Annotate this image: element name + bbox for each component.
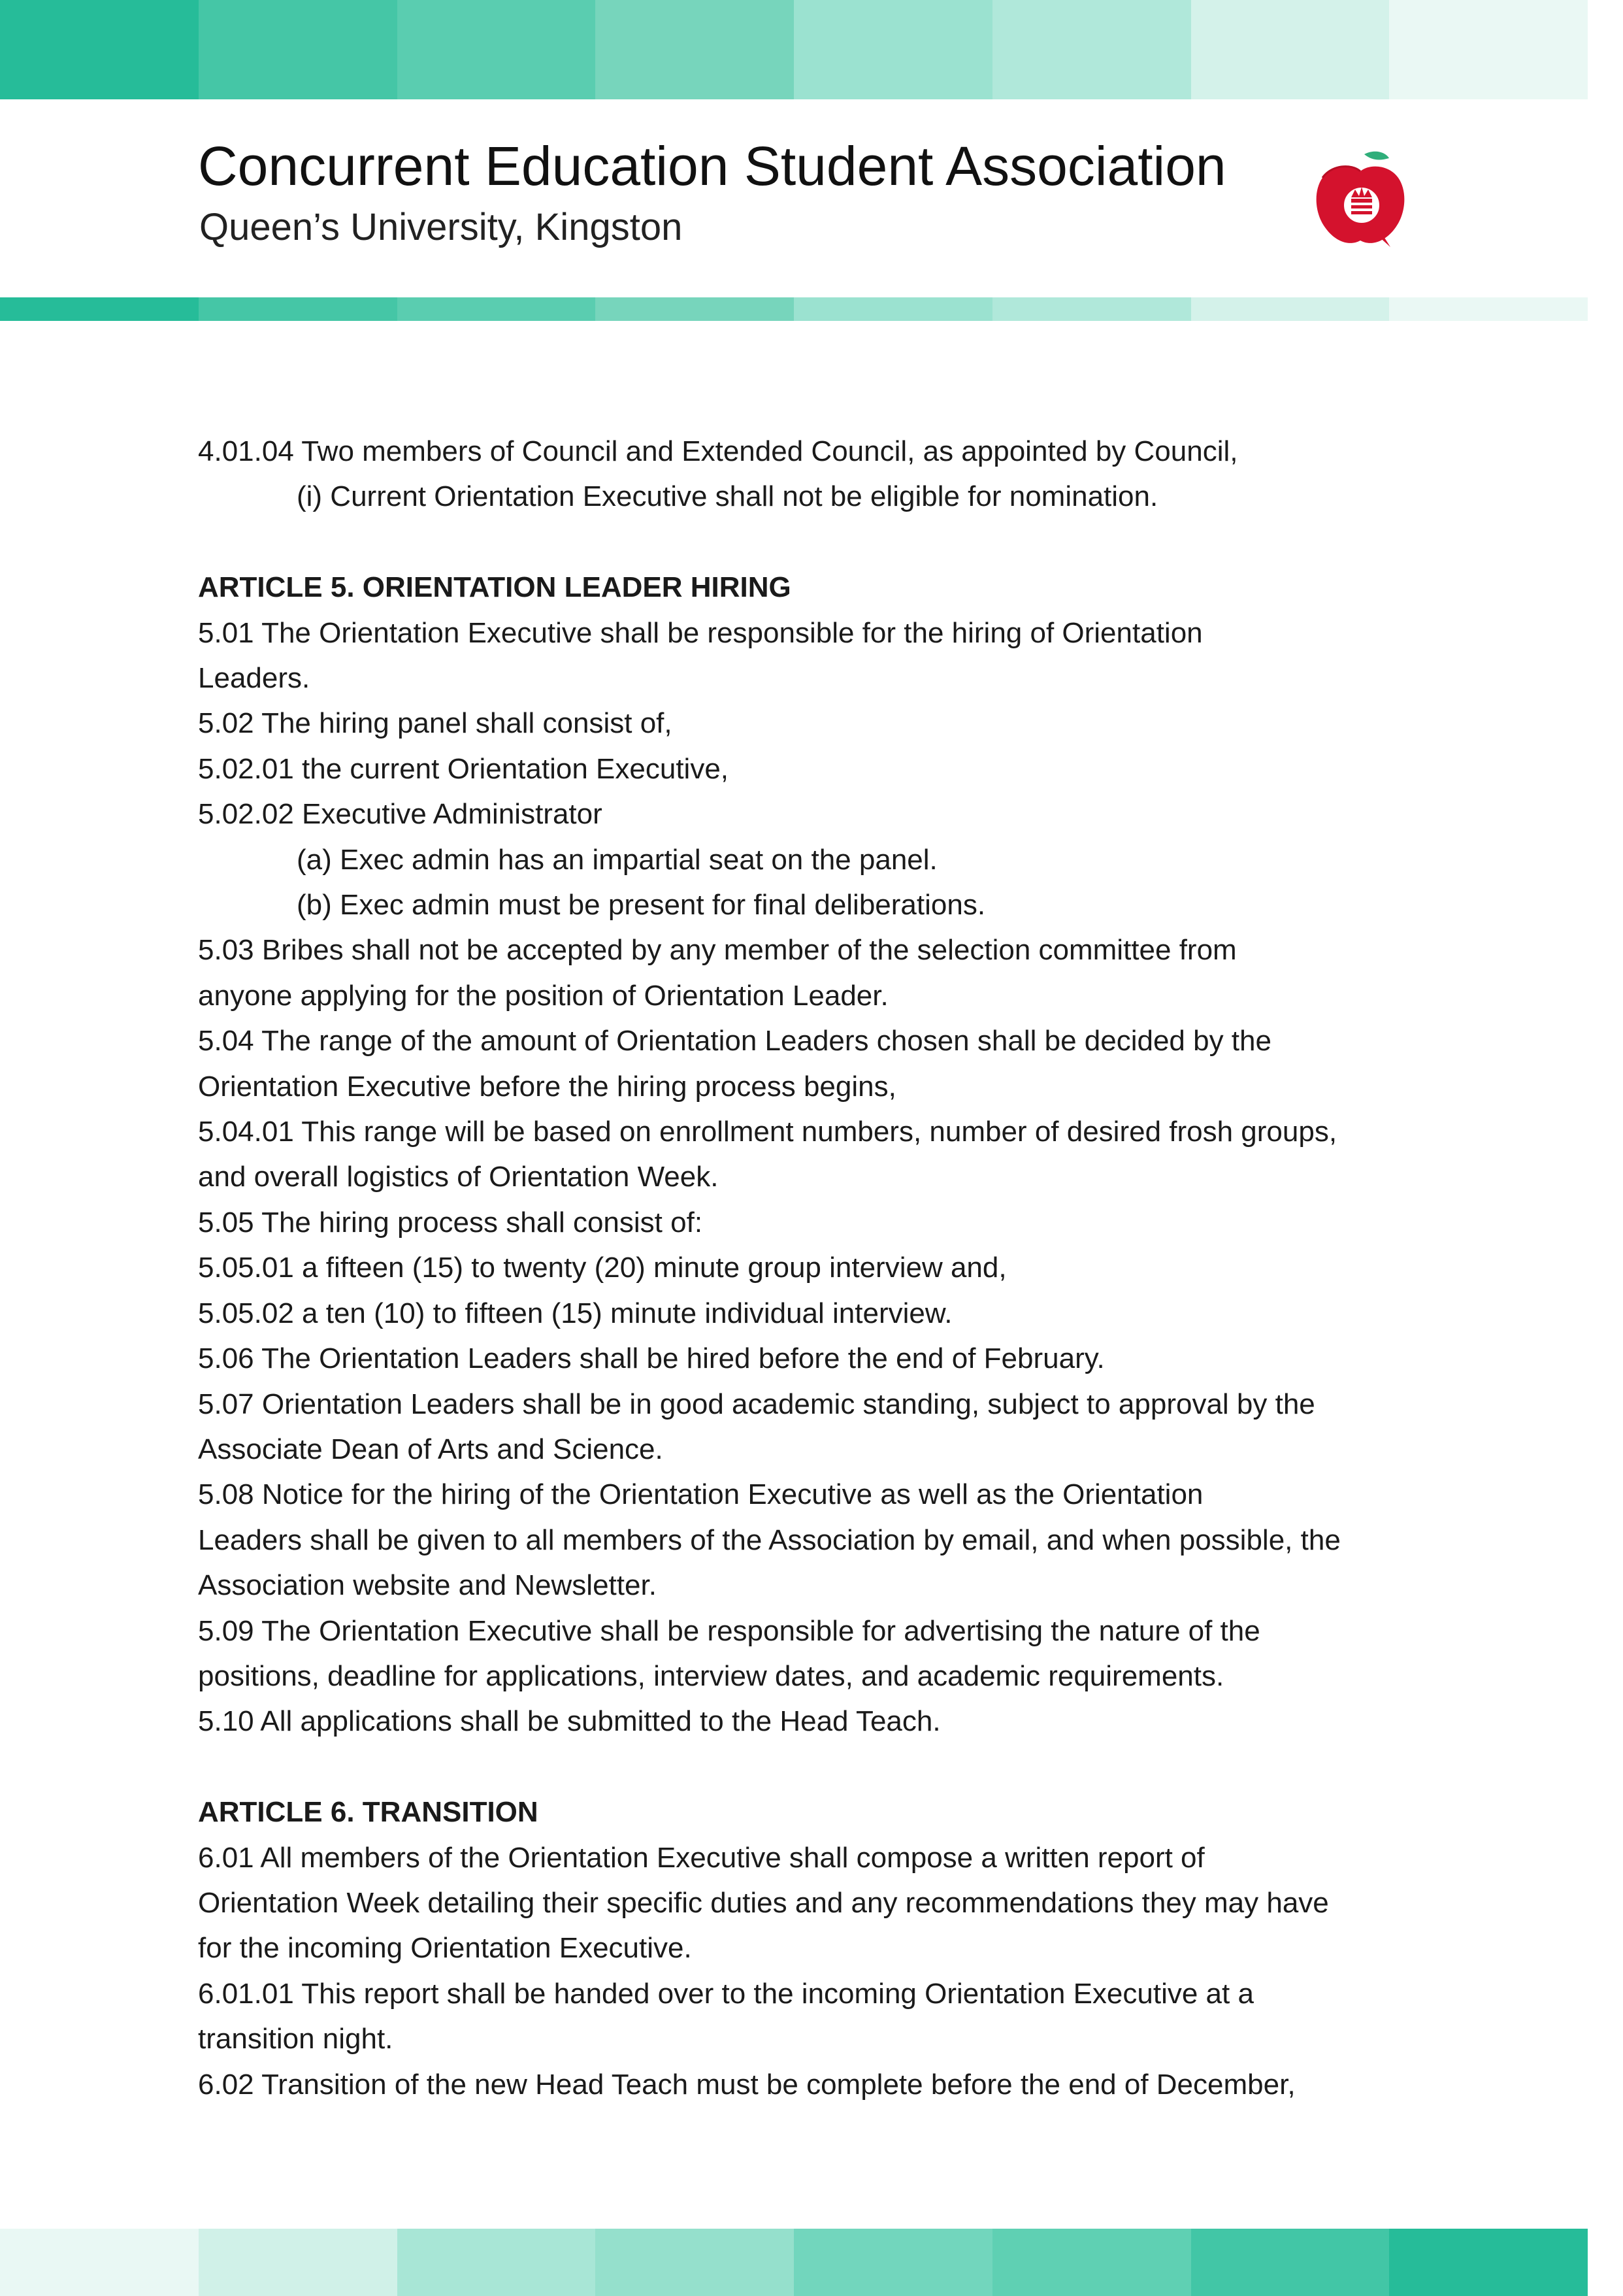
article-heading: ARTICLE 5. ORIENTATION LEADER HIRING xyxy=(198,571,791,604)
text-line: (i) Current Orientation Executive shall not be eligible for nomination. xyxy=(297,480,1158,513)
bottom-band-segment xyxy=(1389,2229,1588,2296)
text-line: 5.08 Notice for the hiring of the Orientation Executive as well as the Orientation xyxy=(198,1478,1204,1511)
text-line: 5.02.01 the current Orientation Executive, xyxy=(198,752,729,785)
blank-line xyxy=(198,1744,1439,1789)
bottom-band-segment xyxy=(794,2229,992,2296)
top-band-segment xyxy=(1191,0,1390,99)
text-line: 6.01.01 This report shall be handed over to the incoming Orientation Executive at a xyxy=(198,1977,1254,2010)
document-subtitle: Queen’s University, Kingston xyxy=(199,206,683,248)
bottom-band-segment xyxy=(199,2229,397,2296)
mid-band-segment xyxy=(595,297,794,321)
text-line: 5.04 The range of the amount of Orientation Leaders chosen shall be decided by the xyxy=(198,1025,1271,1057)
text-line: 4.01.04 Two members of Council and Extended Council, as appointed by Council, xyxy=(198,435,1238,467)
text-line: and overall logistics of Orientation Week. xyxy=(198,1161,719,1193)
text-line: positions, deadline for applications, interview dates, and academic requirements. xyxy=(198,1659,1224,1692)
bottom-band-segment xyxy=(992,2229,1191,2296)
article-heading: ARTICLE 6. TRANSITION xyxy=(198,1796,538,1829)
text-line: 6.01 All members of the Orientation Executive shall compose a written report of xyxy=(198,1841,1205,1874)
text-line: 5.01 The Orientation Executive shall be responsible for the hiring of Orientation xyxy=(198,616,1203,649)
text-line: (b) Exec admin must be present for final deliberations. xyxy=(297,889,986,922)
text-line: for the incoming Orientation Executive. xyxy=(198,1932,692,1965)
bottom-band-segment xyxy=(595,2229,794,2296)
text-line: 5.02 The hiring panel shall consist of, xyxy=(198,707,672,740)
text-line: Orientation Week detailing their specific duties and any recommendations they may have xyxy=(198,1886,1329,1919)
text-line: 6.02 Transition of the new Head Teach must be complete before the end of December, xyxy=(198,2068,1296,2101)
bottom-band-segment xyxy=(0,2229,199,2296)
bottom-color-band xyxy=(0,2229,1588,2296)
text-line: 5.03 Bribes shall not be accepted by any member of the selection committee from xyxy=(198,934,1237,967)
mid-band-segment xyxy=(1389,297,1588,321)
text-line: Leaders. xyxy=(198,662,310,695)
top-band-segment xyxy=(397,0,596,99)
top-band-segment xyxy=(1389,0,1588,99)
mid-band-segment xyxy=(397,297,596,321)
top-band-segment xyxy=(595,0,794,99)
mid-band-segment xyxy=(992,297,1191,321)
text-line: 5.07 Orientation Leaders shall be in good academic standing, subject to approval by the xyxy=(198,1388,1315,1420)
text-line: transition night. xyxy=(198,2023,393,2055)
text-line: Orientation Executive before the hiring process begins, xyxy=(198,1070,896,1103)
text-line: 5.05 The hiring process shall consist of: xyxy=(198,1206,703,1239)
text-line: 5.06 The Orientation Leaders shall be hired before the end of February. xyxy=(198,1342,1105,1375)
top-band-segment xyxy=(0,0,199,99)
text-line: 5.05.02 a ten (10) to fifteen (15) minute individual interview. xyxy=(198,1297,953,1329)
bottom-band-segment xyxy=(397,2229,596,2296)
top-band-segment xyxy=(794,0,992,99)
text-line: 5.02.02 Executive Administrator xyxy=(198,798,602,831)
top-color-band xyxy=(0,0,1588,99)
text-line: Association website and Newsletter. xyxy=(198,1569,657,1602)
mid-band-segment xyxy=(794,297,992,321)
bottom-band-segment xyxy=(1191,2229,1390,2296)
text-line: 5.04.01 This range will be based on enrollment numbers, number of desired frosh groups, xyxy=(198,1116,1337,1148)
mid-band-segment xyxy=(199,297,397,321)
header-divider-band xyxy=(0,297,1588,321)
text-line: Associate Dean of Arts and Science. xyxy=(198,1433,663,1465)
text-line: 5.09 The Orientation Executive shall be responsible for advertising the nature of the xyxy=(198,1614,1260,1647)
mid-band-segment xyxy=(0,297,199,321)
text-line: 5.05.01 a fifteen (15) to twenty (20) minute group interview and, xyxy=(198,1252,1007,1284)
mid-band-segment xyxy=(1191,297,1390,321)
apple-crown-logo-icon xyxy=(1312,149,1410,254)
blank-line xyxy=(198,520,1439,565)
document-body xyxy=(198,429,1439,2107)
text-line: 5.10 All applications shall be submitted to the Head Teach. xyxy=(198,1705,941,1738)
document-title: Concurrent Education Student Association xyxy=(198,135,1226,197)
text-line: anyone applying for the position of Orientation Leader. xyxy=(198,979,889,1012)
text-line: (a) Exec admin has an impartial seat on the panel. xyxy=(297,843,938,876)
top-band-segment xyxy=(992,0,1191,99)
top-band-segment xyxy=(199,0,397,99)
text-line: Leaders shall be given to all members of the Association by email, and when possible, the xyxy=(198,1523,1341,1556)
